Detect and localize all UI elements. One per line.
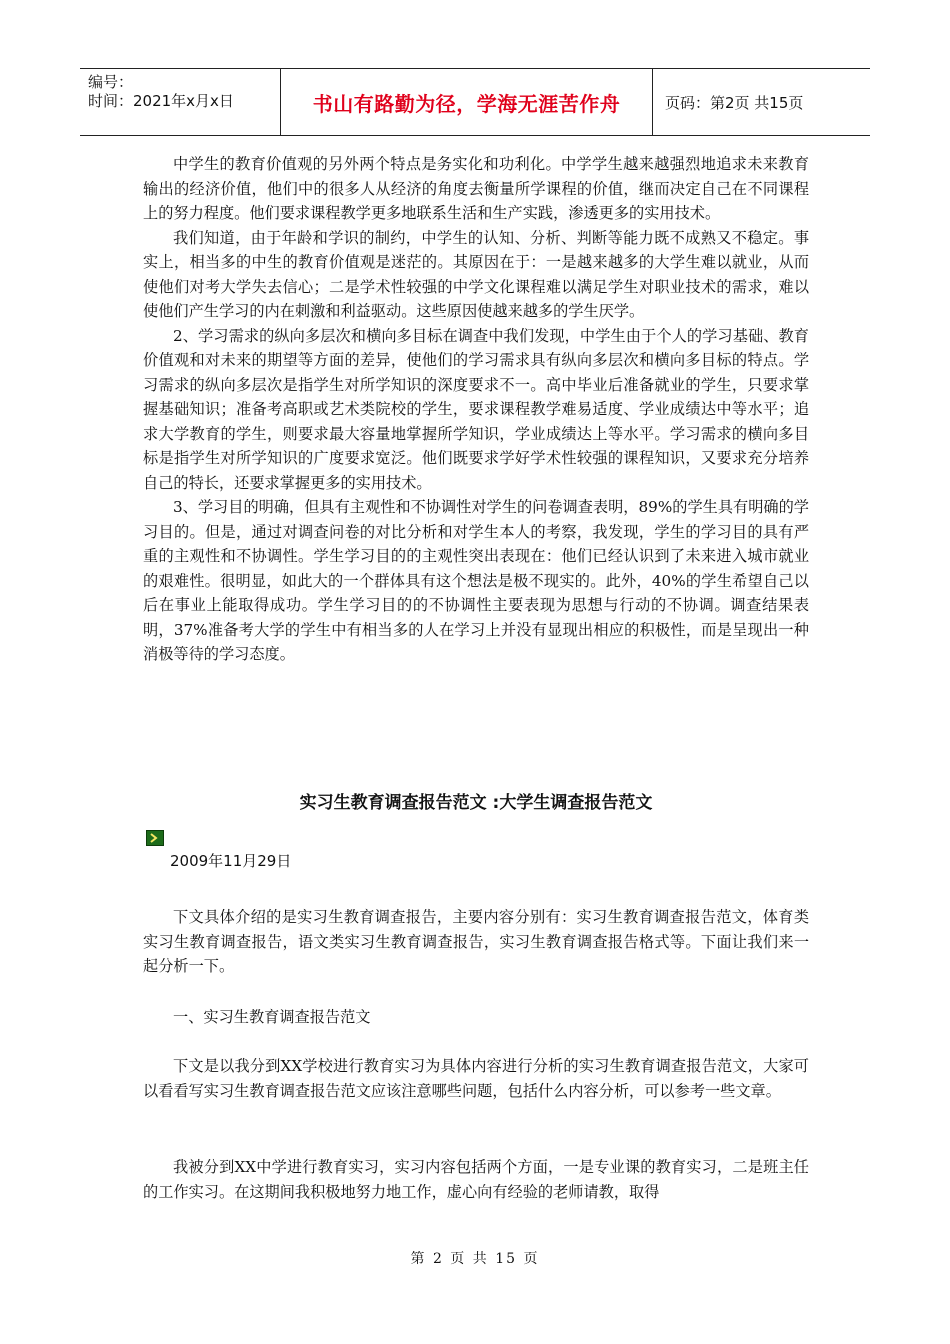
section-title: 实习生教育调查报告范文 :大学生调查报告范文 [299, 793, 653, 813]
paragraph: 我们知道，由于年龄和学识的制约，中学生的认知、分析、判断等能力既不成熟又不稳定。事实上，相当多的中生的教育价值观是迷茫的。其原因在于：一是越来越多的大学生难以就业，从而使他们对考大学失去信心；二是学术性较强的中学文化课程难以满足学生对职业技术的需求，难以使他们产生学习的内在刺激和利益驱动。这些原因使越来越多的学生厌学。 [143, 228, 809, 320]
section-heading: 一、实习生教育调查报告范文 [173, 1008, 371, 1026]
number-label: 编号： [88, 73, 134, 91]
document-icon[interactable] [146, 830, 164, 846]
header-motto-cell [280, 69, 653, 135]
paragraph: 下文具体介绍的是实习生教育调查报告，主要内容分别有：实习生教育调查报告范文，体育类实习生教育调查报告，语文类实习生教育调查报告，实习生教育调查报告格式等。下面让我们来一起分析一下。 [143, 908, 809, 975]
time-label: 时间：2021年x月x日 [88, 92, 234, 110]
date-label: 2009年11月29日 [170, 852, 292, 870]
header-left-cell [80, 69, 280, 135]
page-label: 页码：第2页 共15页 [665, 93, 804, 112]
header-table [80, 68, 870, 136]
paragraph: 3、学习目的明确，但具有主观性和不协调性对学生的问卷调查表明，89%的学生具有明确的学习目的。但是，通过对调查问卷的对比分析和对学生本人的考察，我发现，学生的学习目的具有严重的主观性和不协调性。学生学习目的的主观性突出表现在：他们已经认识到了未来进入城市就业的艰难性。很明显，如此大的一个群体具有这个想法是极不现实的。此外，40%的学生希望自己以后在事业上能取得成功。学生学习目的的不协调性主要表现为思想与行动的不协调。调查结果表明，37%准备考大学的学生中有相当多的人在学习上并没有显现出相应的积极性，而是呈现出一种消极等待的学习态度。 [143, 498, 809, 663]
header-page-cell [653, 69, 870, 135]
paragraph: 中学生的教育价值观的另外两个特点是务实化和功利化。中学学生越来越强烈地追求未来教育输出的经济价值，他们中的很多人从经济的角度去衡量所学课程的价值，继而决定自己在不同课程上的努力程度。他们要求课程教学更多地联系生活和生产实践，渗透更多的实用技术。 [143, 155, 809, 222]
page-footer: 第 2 页 共 15 页 [410, 1251, 540, 1267]
body-text-block [143, 152, 809, 667]
paragraph: 2、学习需求的纵向多层次和横向多目标在调查中我们发现，中学生由于个人的学习基础、教育价值观和对未来的期望等方面的差异，使他们的学习需求具有纵向多层次和横向多目标的特点。学习需求的纵向多层次是指学生对所学知识的深度要求不一。高中毕业后准备就业的学生，只要求掌握基础知识；准备考高职或艺术类院校的学生，要求课程教学难易适度、学业成绩达中等水平；追求大学教育的学生，则要求最大容量地掌握所学知识，学业成绩达上等水平。学习需求的横向多目标是指学生对所学知识的广度要求宽泛。他们既要求学好学术性较强的课程知识，又要求充分培养自己的特长，还要求掌握更多的实用技术。 [143, 326, 809, 492]
paragraph: 我被分到XX中学进行教育实习，实习内容包括两个方面，一是专业课的教育实习，二是班主任的工作实习。在这期间我积极地努力地工作，虚心向有经验的老师请教，取得 [143, 1158, 809, 1201]
motto: 书山有路勤为径，学海无涯苦作舟 [312, 91, 621, 116]
paragraph: 下文是以我分到XX学校进行教育实习为具体内容进行分析的实习生教育调查报告范文，大家可以看看写实习生教育调查报告范文应该注意哪些问题，包括什么内容分析，可以参考一些文章。 [143, 1057, 809, 1100]
